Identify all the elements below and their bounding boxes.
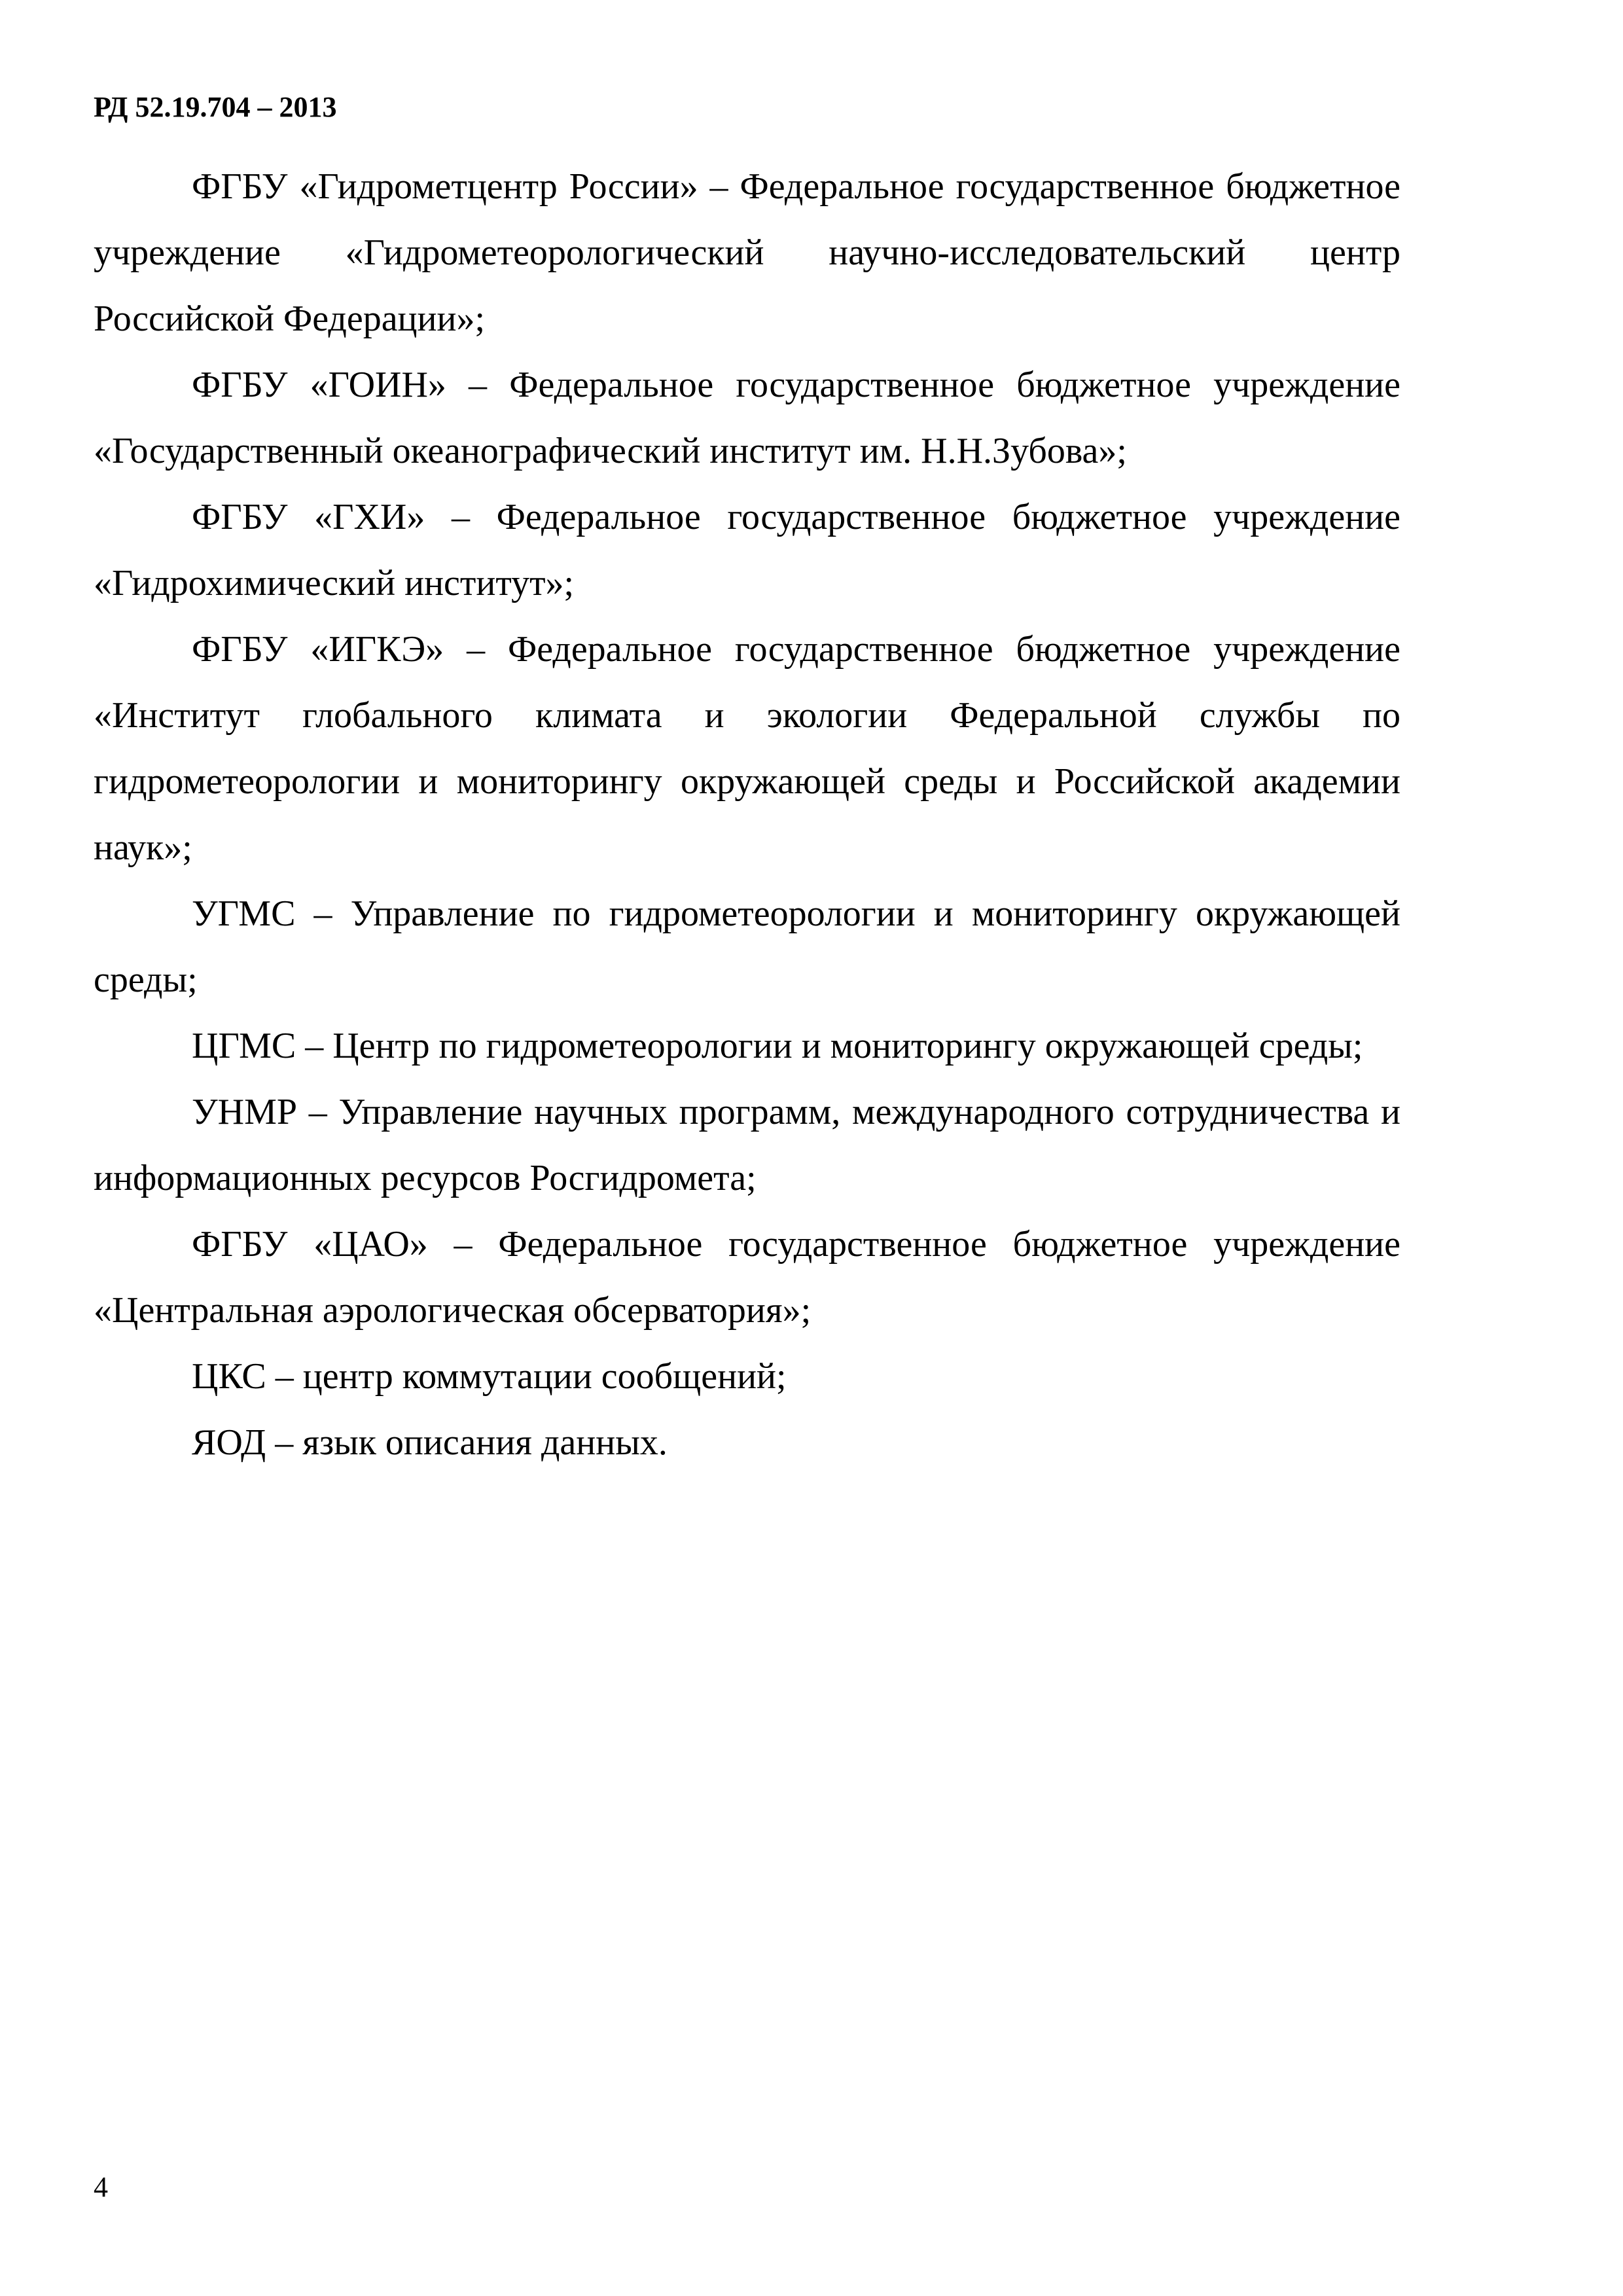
abbreviation-entry-fgbu-goin: ФГБУ «ГОИН» – Федеральное государственное бюджетное учреждение «Государственный океанографический институт им. Н.Н.Зубова»; <box>94 365 1400 471</box>
abbreviation-entry-fgbu-gidromettsentr: ФГБУ «Гидрометцентр России» – Федеральное государственное бюджетное учреждение «Гидрометеорологический научно-исследовательский центр Российской Федерации»; <box>94 166 1400 339</box>
abbreviations-list <box>94 154 1400 1476</box>
abbreviation-entry-fgbu-tsao: ФГБУ «ЦАО» – Федеральное государственное бюджетное учреждение «Центральная аэрологическая обсерватория»; <box>94 1224 1400 1331</box>
abbreviation-entry-yaod: ЯОД – язык описания данных. <box>192 1422 668 1463</box>
abbreviation-entry-fgbu-igke: ФГБУ «ИГКЭ» – Федеральное государственное бюджетное учреждение «Институт глобального климата и экологии Федеральной службы по гидрометеорологии и мониторингу окружающей среды и Российской академии наук»; <box>94 629 1400 868</box>
page-number: 4 <box>94 2171 108 2203</box>
abbreviation-entry-tsks: ЦКС – центр коммутации сообщений; <box>192 1356 787 1397</box>
document-code-header: РД 52.19.704 – 2013 <box>94 91 337 123</box>
abbreviation-entry-unmr: УНМР – Управление научных программ, международного сотрудничества и информационных ресурсов Росгидромета; <box>94 1092 1400 1198</box>
abbreviation-entry-fgbu-ghi: ФГБУ «ГХИ» – Федеральное государственное бюджетное учреждение «Гидрохимический институт»; <box>94 497 1400 603</box>
abbreviation-entry-ugms: УГМС – Управление по гидрометеорологии и мониторингу окружающей среды; <box>94 893 1400 1000</box>
abbreviation-entry-tsgms: ЦГМС – Центр по гидрометеорологии и мониторингу окружающей среды; <box>192 1026 1363 1066</box>
